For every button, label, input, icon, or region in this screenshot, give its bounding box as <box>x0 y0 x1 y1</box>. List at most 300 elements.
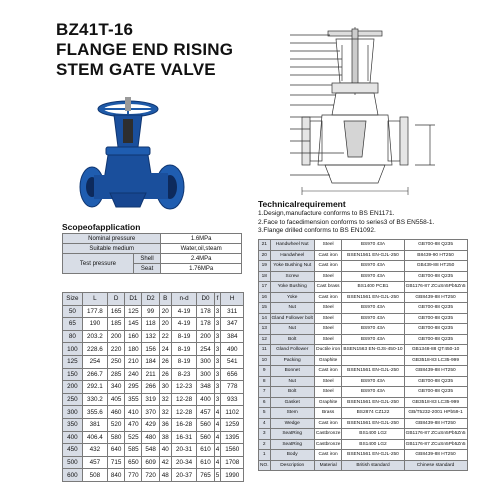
dimensions-cell: 600 <box>63 469 83 482</box>
nominal-pressure-label: Nominal pressure <box>63 234 161 244</box>
dimensions-cell: 1708 <box>221 456 244 469</box>
parts-cell: BS1400 PCB1 <box>342 282 404 293</box>
dimensions-header-cell: f <box>214 293 221 306</box>
test-pressure-label: Test pressure <box>63 254 134 274</box>
dimensions-row <box>63 330 244 343</box>
dimensions-cell: 520 <box>107 418 124 431</box>
parts-cell: 4 <box>259 418 271 429</box>
dimensions-cell: 65 <box>63 318 83 331</box>
title-line-2: FLANGE END RISING <box>56 40 234 59</box>
dimensions-cell: 1990 <box>221 469 244 482</box>
dimensions-cell: 50 <box>63 305 83 318</box>
dimensions-cell: 266 <box>142 381 159 394</box>
tech-requirement-item: 3.Flange drilled conforms to BS EN1092. <box>258 227 376 235</box>
parts-row <box>259 397 468 408</box>
dimensions-cell: 4 <box>214 444 221 457</box>
dimensions-header-cell: n-d <box>171 293 197 306</box>
dimensions-cell: 650 <box>125 456 142 469</box>
dimensions-cell: 3 <box>214 318 221 331</box>
parts-cell: GB700-88 Q235 <box>404 303 467 314</box>
parts-cell: Steel <box>314 271 342 282</box>
parts-row <box>259 240 468 251</box>
parts-cell: 15 <box>259 303 271 314</box>
parts-row <box>259 439 468 450</box>
parts-cell: BS970 43A <box>342 334 404 345</box>
dimensions-row <box>63 418 244 431</box>
dimensions-cell: 381 <box>82 418 107 431</box>
parts-cell: Yoke Bushing <box>270 282 314 293</box>
parts-cell: Handwheel <box>270 250 314 261</box>
dimensions-row <box>63 456 244 469</box>
dimensions-cell: 210 <box>125 355 142 368</box>
dimensions-cell: 300 <box>197 368 214 381</box>
dimensions-cell: 1560 <box>221 444 244 457</box>
suitable-medium-label: Suitable medium <box>63 244 161 254</box>
dimensions-cell: 508 <box>82 469 107 482</box>
title-line-1: BZ41T-16 <box>56 20 134 39</box>
dimensions-cell: 370 <box>142 406 159 419</box>
dimensions-cell: 184 <box>142 355 159 368</box>
dimensions-cell: 3 <box>214 330 221 343</box>
parts-cell: 6 <box>259 397 271 408</box>
dimensions-cell: 26 <box>159 368 171 381</box>
dimensions-cell: 1395 <box>221 431 244 444</box>
parts-cell: BS1400 LG2 <box>342 429 404 440</box>
parts-header-cell: Description <box>270 460 314 471</box>
dimensions-cell: 300 <box>197 355 214 368</box>
dimensions-cell: 840 <box>107 469 124 482</box>
parts-cell: Steel <box>314 376 342 387</box>
parts-cell: GB700-88 Q235 <box>404 324 467 335</box>
dimensions-cell: 560 <box>197 431 214 444</box>
dimensions-cell: 406.4 <box>82 431 107 444</box>
seat-label: Seat <box>133 264 160 274</box>
scope-table <box>62 233 242 274</box>
dimensions-cell: 384 <box>221 330 244 343</box>
dimensions-cell: 20-31 <box>171 444 197 457</box>
dimensions-row <box>63 393 244 406</box>
dimensions-cell: 8-19 <box>171 355 197 368</box>
dimensions-cell: 347 <box>221 318 244 331</box>
parts-cell: Cast iron <box>314 418 342 429</box>
dimensions-row <box>63 368 244 381</box>
dimensions-cell: 610 <box>197 456 214 469</box>
dimensions-cell: 100 <box>63 343 83 356</box>
parts-cell: BSEN1561 EN-GJL-250 <box>342 250 404 261</box>
dimensions-cell: 4 <box>214 456 221 469</box>
parts-cell: BSEN1561 EN-GJL-250 <box>342 292 404 303</box>
parts-cell: BS970 43A <box>342 261 404 272</box>
dimensions-cell: 185 <box>107 318 124 331</box>
parts-cell: BS970 43A <box>342 271 404 282</box>
dimensions-cell: 266.7 <box>82 368 107 381</box>
parts-row <box>259 418 468 429</box>
dimensions-cell: 8-23 <box>171 368 197 381</box>
dimensions-row <box>63 406 244 419</box>
parts-cell: Steel <box>314 240 342 251</box>
parts-cell: Nut <box>270 324 314 335</box>
parts-cell: 14 <box>259 313 271 324</box>
parts-cell: BS2874 CZ122 <box>342 408 404 419</box>
dimensions-cell: 20 <box>159 318 171 331</box>
dimensions-cell: 4-19 <box>171 318 197 331</box>
dimensions-cell: 450 <box>63 444 83 457</box>
dimensions-cell: 12-23 <box>171 381 197 394</box>
parts-cell: Steel <box>314 324 342 335</box>
dimensions-cell: 145 <box>125 318 142 331</box>
parts-cell: Ductile iron <box>314 345 342 356</box>
dimensions-cell: 36 <box>159 418 171 431</box>
dimensions-cell: 8-19 <box>171 343 197 356</box>
parts-cell: Nut <box>270 376 314 387</box>
parts-cell: Cast iron <box>314 261 342 272</box>
page-title <box>56 20 233 80</box>
parts-cell: Screw <box>270 271 314 282</box>
parts-cell: 17 <box>259 282 271 293</box>
dimensions-row <box>63 381 244 394</box>
dimensions-row <box>63 469 244 482</box>
dimensions-cell: 200 <box>197 330 214 343</box>
parts-cell: 20 <box>259 250 271 261</box>
parts-cell: GB700-88 Q235 <box>404 271 467 282</box>
dimensions-cell: 770 <box>125 469 142 482</box>
dimensions-cell: 4 <box>214 406 221 419</box>
dimensions-cell: 250 <box>107 355 124 368</box>
parts-row <box>259 324 468 335</box>
dimensions-cell: 254 <box>82 355 107 368</box>
dimensions-cell: 32 <box>159 393 171 406</box>
dimensions-cell: 720 <box>142 469 159 482</box>
parts-cell: Steel <box>314 303 342 314</box>
parts-cell: Cast iron <box>314 450 342 461</box>
dimensions-cell: 355 <box>125 393 142 406</box>
parts-cell: 5 <box>259 408 271 419</box>
dimensions-cell: 3 <box>214 305 221 318</box>
parts-cell: Castbronze <box>314 439 342 450</box>
dimensions-header-cell: D2 <box>142 293 159 306</box>
parts-row <box>259 303 468 314</box>
parts-cell: SeatRing <box>270 429 314 440</box>
dimensions-cell: 80 <box>63 330 83 343</box>
parts-cell: Body <box>270 450 314 461</box>
dimensions-cell: 20-37 <box>171 469 197 482</box>
parts-cell: 8 <box>259 376 271 387</box>
parts-cell: 9 <box>259 366 271 377</box>
parts-table <box>258 239 468 471</box>
dimensions-cell: 580 <box>107 431 124 444</box>
dimensions-header-cell: Size <box>63 293 83 306</box>
dimensions-cell: 178 <box>197 318 214 331</box>
dimensions-row <box>63 431 244 444</box>
dimensions-cell: 490 <box>221 343 244 356</box>
dimensions-cell: 150 <box>63 368 83 381</box>
dimensions-cell: 300 <box>63 406 83 419</box>
dimensions-cell: 16-28 <box>171 418 197 431</box>
parts-row <box>259 313 468 324</box>
dimensions-cell: 348 <box>197 381 214 394</box>
parts-cell: BSEN1561 EN-GJL-250 <box>342 418 404 429</box>
dimensions-cell: 285 <box>107 368 124 381</box>
shell-value: 2.4MPa <box>161 254 242 264</box>
dimensions-cell: 20 <box>159 305 171 318</box>
dimensions-row <box>63 355 244 368</box>
dimensions-cell: 400 <box>63 431 83 444</box>
parts-cell: 18 <box>259 271 271 282</box>
dimensions-header-cell: D <box>107 293 124 306</box>
parts-header-cell: Material <box>314 460 342 471</box>
dimensions-cell: 26 <box>159 355 171 368</box>
dimensions-cell: 24 <box>159 343 171 356</box>
parts-row <box>259 334 468 345</box>
dimensions-cell: 40 <box>159 444 171 457</box>
parts-cell: BS970 43A <box>342 324 404 335</box>
dimensions-cell: 400 <box>197 393 214 406</box>
parts-cell: GB1176-87 ZCuSn5Pb5Zn5 <box>404 282 467 293</box>
parts-cell: Nut <box>270 303 314 314</box>
parts-cell: 13 <box>259 324 271 335</box>
parts-cell: Bonnet <box>270 366 314 377</box>
dimensions-cell: 20-34 <box>171 456 197 469</box>
parts-cell: GB700-88 Q235 <box>404 313 467 324</box>
parts-cell: 1 <box>259 450 271 461</box>
dimensions-cell: 220 <box>107 343 124 356</box>
parts-cell: Cast iron <box>314 292 342 303</box>
dimensions-cell: 250 <box>63 393 83 406</box>
parts-cell: Yoke Bushing Nut <box>270 261 314 272</box>
parts-cell: GB8439-88 HT250 <box>404 418 467 429</box>
dimensions-header-cell: H <box>221 293 244 306</box>
dimensions-cell: 30 <box>159 381 171 394</box>
parts-cell: Steel <box>314 334 342 345</box>
parts-cell: BS970 43A <box>342 313 404 324</box>
parts-cell: GB1348-88 QT450-10 <box>404 345 467 356</box>
dimensions-cell: 933 <box>221 393 244 406</box>
parts-cell: BSEN1561 EN-GJL-250 <box>342 366 404 377</box>
parts-cell: 10 <box>259 355 271 366</box>
dimensions-cell: 3 <box>214 393 221 406</box>
parts-cell: GB439-88 HT250 <box>404 261 467 272</box>
parts-row <box>259 250 468 261</box>
dimensions-cell: 4 <box>214 431 221 444</box>
scope-heading: Scopeofapplication <box>62 222 141 232</box>
parts-cell: Bolt <box>270 387 314 398</box>
dimensions-cell: 200 <box>63 381 83 394</box>
dimensions-row <box>63 318 244 331</box>
dimensions-row <box>63 305 244 318</box>
dimensions-cell: 319 <box>142 393 159 406</box>
parts-cell: Bolt <box>270 334 314 345</box>
parts-cell: BSEN1561 EN-GJL-250 <box>342 450 404 461</box>
dimensions-cell: 99 <box>142 305 159 318</box>
parts-cell: Cast iron <box>314 366 342 377</box>
parts-cell: BS970 43A <box>342 303 404 314</box>
dimensions-cell: 3 <box>214 368 221 381</box>
dimensions-cell: 118 <box>142 318 159 331</box>
dimensions-header-cell: B <box>159 293 171 306</box>
dimensions-cell: 548 <box>142 444 159 457</box>
parts-cell: GB700-88 Q235 <box>404 376 467 387</box>
parts-cell: Graphite <box>314 397 342 408</box>
dimensions-header-row <box>63 293 244 306</box>
dimensions-row <box>63 444 244 457</box>
tech-requirement-list <box>258 210 434 236</box>
parts-cell: B8439-90 HT250 <box>404 250 467 261</box>
dimensions-cell: 560 <box>197 418 214 431</box>
dimensions-cell: 178 <box>197 305 214 318</box>
dimensions-cell: 609 <box>142 456 159 469</box>
dimensions-cell: 295 <box>125 381 142 394</box>
dimensions-cell: 3 <box>214 343 221 356</box>
parts-row <box>259 271 468 282</box>
dimensions-cell: 3 <box>214 355 221 368</box>
parts-cell: Yoke <box>270 292 314 303</box>
valve-photo <box>70 95 200 220</box>
dimensions-cell: 4 <box>214 418 221 431</box>
dimensions-cell: 640 <box>107 444 124 457</box>
parts-cell: GB8439-88 HT250 <box>404 366 467 377</box>
dimensions-cell: 180 <box>125 343 142 356</box>
dimensions-cell: 765 <box>197 469 214 482</box>
nominal-pressure-value: 1.6MPa <box>161 234 242 244</box>
dimensions-cell: 410 <box>125 406 142 419</box>
dimensions-cell: 203.2 <box>82 330 107 343</box>
parts-cell: Steel <box>314 387 342 398</box>
dimensions-cell: 228.6 <box>82 343 107 356</box>
scope-row <box>63 234 242 244</box>
valve-section-drawing <box>270 25 470 195</box>
dimensions-cell: 778 <box>221 381 244 394</box>
parts-row <box>259 376 468 387</box>
dimensions-cell: 350 <box>63 418 83 431</box>
parts-cell: BS1400 LG2 <box>342 439 404 450</box>
dimensions-cell: 160 <box>125 330 142 343</box>
parts-cell: BSEN1563 EN-GJS-450-10 <box>342 345 404 356</box>
parts-cell: Handwheel Nut <box>270 240 314 251</box>
parts-header-cell: British standard <box>342 460 404 471</box>
parts-cell: Gland Follower <box>270 345 314 356</box>
parts-row <box>259 355 468 366</box>
dimensions-cell: 32 <box>159 406 171 419</box>
parts-cell: GB3518-83 LC35-999 <box>404 397 467 408</box>
parts-cell: GB8439-88 HT250 <box>404 292 467 303</box>
parts-cell: GB/T5232-2001 HPb59-1 <box>404 408 467 419</box>
parts-row <box>259 387 468 398</box>
title-line-3: STEM GATE VALVE <box>56 60 216 79</box>
parts-cell: Brass <box>314 408 342 419</box>
dimensions-header-cell: L <box>82 293 107 306</box>
dimensions-cell: 429 <box>142 418 159 431</box>
dimensions-cell: 585 <box>125 444 142 457</box>
parts-cell: Graphite <box>314 355 342 366</box>
dimensions-cell: 16-31 <box>171 431 197 444</box>
parts-row <box>259 282 468 293</box>
dimensions-header-cell: D0 <box>197 293 214 306</box>
parts-cell: Stem <box>270 408 314 419</box>
tech-requirement-heading: Technicalrequirement <box>258 199 346 209</box>
dimensions-cell: 12-28 <box>171 406 197 419</box>
dimensions-cell: 470 <box>125 418 142 431</box>
dimensions-cell: 610 <box>197 444 214 457</box>
dimensions-cell: 500 <box>63 456 83 469</box>
dimensions-cell: 125 <box>125 305 142 318</box>
parts-cell: BS970 43A <box>342 376 404 387</box>
dimensions-cell: 190 <box>82 318 107 331</box>
dimensions-cell: 457 <box>197 406 214 419</box>
scope-row <box>63 254 242 264</box>
parts-cell: GB700-88 Q235 <box>404 387 467 398</box>
dimensions-cell: 715 <box>107 456 124 469</box>
dimensions-cell: 432 <box>82 444 107 457</box>
dimensions-cell: 355.6 <box>82 406 107 419</box>
parts-cell: 11 <box>259 345 271 356</box>
dimensions-cell: 656 <box>221 368 244 381</box>
dimensions-row <box>63 343 244 356</box>
dimensions-table <box>62 292 244 482</box>
parts-cell: 3 <box>259 429 271 440</box>
dimensions-cell: 311 <box>221 305 244 318</box>
parts-cell: Cast iron <box>314 250 342 261</box>
suitable-medium-value: Water,oil,steam <box>161 244 242 254</box>
dimensions-cell: 156 <box>142 343 159 356</box>
parts-cell: GB700-88 Q235 <box>404 334 467 345</box>
dimensions-cell: 340 <box>107 381 124 394</box>
parts-cell: 21 <box>259 240 271 251</box>
dimensions-cell: 5 <box>214 469 221 482</box>
parts-row <box>259 292 468 303</box>
dimensions-cell: 541 <box>221 355 244 368</box>
dimensions-cell: 177.8 <box>82 305 107 318</box>
dimensions-cell: 1259 <box>221 418 244 431</box>
parts-row <box>259 450 468 461</box>
parts-cell <box>342 355 404 366</box>
parts-cell: GB3518-83 LC35-999 <box>404 355 467 366</box>
dimensions-cell: 254 <box>197 343 214 356</box>
dimensions-cell: 240 <box>125 368 142 381</box>
dimensions-cell: 460 <box>107 406 124 419</box>
tech-requirement-item: 1.Design,manufacture conforms to BS EN1171. <box>258 210 395 217</box>
parts-cell: SeatRing <box>270 439 314 450</box>
shell-label: Shell <box>133 254 160 264</box>
dimensions-cell: 42 <box>159 456 171 469</box>
parts-cell: GB1176-87 ZCuSn5Pb5Zn5 <box>404 429 467 440</box>
parts-cell: BS970 43A <box>342 240 404 251</box>
dimensions-cell: 480 <box>142 431 159 444</box>
parts-cell: Packing <box>270 355 314 366</box>
parts-cell: BSEN1561 EN-GJL-250 <box>342 397 404 408</box>
dimensions-header-cell: D1 <box>125 293 142 306</box>
dimensions-cell: 8-19 <box>171 330 197 343</box>
parts-header-cell: Chinese standard <box>404 460 467 471</box>
parts-row <box>259 366 468 377</box>
parts-cell: BS970 43A <box>342 387 404 398</box>
parts-cell: Gasket <box>270 397 314 408</box>
dimensions-cell: 12-28 <box>171 393 197 406</box>
dimensions-cell: 457 <box>82 456 107 469</box>
parts-cell: Steel <box>314 313 342 324</box>
parts-cell: Wedge <box>270 418 314 429</box>
parts-row <box>259 408 468 419</box>
seat-value: 1.76MPa <box>161 264 242 274</box>
dimensions-cell: 292.1 <box>82 381 107 394</box>
dimensions-cell: 211 <box>142 368 159 381</box>
dimensions-cell: 1102 <box>221 406 244 419</box>
dimensions-cell: 200 <box>107 330 124 343</box>
dimensions-cell: 125 <box>63 355 83 368</box>
parts-cell: 12 <box>259 334 271 345</box>
dimensions-cell: 22 <box>159 330 171 343</box>
tech-requirement-item: 2.Face to facedimension conforms to series3 of BS EN558-1. <box>258 218 435 226</box>
parts-cell: Cast brass <box>314 282 342 293</box>
